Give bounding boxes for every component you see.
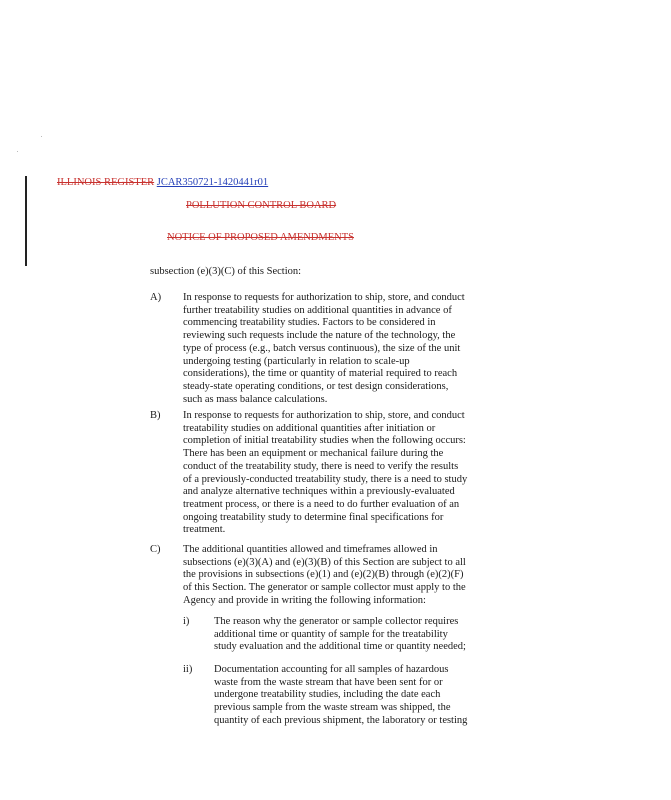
list-item-text: In response to requests for authorization to ship, store, and conduct further treatability studies on additional quantities in advance of commencing treatability studies. Factors to be considered in reviewing such requests include the nature of the technology, the type of process (e.g., batch versus continuous), the size of the unit undergoing testing (particularly in relation to scale-up considerations), the time or quantity of material required to reach steady-state operating conditions, or test design considerations, such as mass balance calculations. (183, 292, 465, 405)
register-title-deleted: ILLINOIS REGISTER (57, 177, 155, 188)
list-marker: ii) (183, 664, 193, 675)
list-marker: B) (150, 410, 161, 421)
register-header (57, 177, 268, 188)
scan-speck (41, 136, 42, 137)
register-id-inserted: JCAR350721-1420441r01 (156, 177, 269, 188)
list-item-text: Documentation accounting for all samples of hazardous waste from the waste stream that have been sent for or undergone treatability studies, including the date each previous sample from the waste stream was shipped, the quantity of each previous shipment, the laboratory or testing (214, 664, 468, 726)
scan-speck (17, 151, 18, 152)
list-item-text: The additional quantities allowed and timeframes allowed in subsections (e)(3)(A) and (e)(3)(B) of this Section are subject to all the provisions in subsections (e)(1) and (e)(2)(B) through (e)(2)(F) of this Section. The generator or sample collector must apply to the Agency and provide in writing the following information: (183, 544, 466, 606)
board-title-deleted: POLLUTION CONTROL BOARD (186, 200, 337, 211)
list-marker: C) (150, 544, 161, 555)
list-item-text: The reason why the generator or sample collector requires additional time or quantity of sample for the treatability study evaluation and the additional time or quantity needed; (214, 616, 466, 653)
intro-text: subsection (e)(3)(C) of this Section: (150, 266, 302, 277)
list-item-text: In response to requests for authorization to ship, store, and conduct treatability studies on additional quantities after initiation or completion of initial treatability studies when the following occurs: There has been an equipment or mechanical failure during the conduct of the treatability study, there is need to verify the results of a previously-conducted treatability study, there is a need to study and analyze alternative techniques within a previously-evaluated treatment process, or there is a need to do further evaluation of an ongoing treatability study to determine final specifications for treatment. (183, 410, 468, 536)
list-marker: A) (150, 292, 162, 303)
notice-title-deleted: NOTICE OF PROPOSED AMENDMENTS (167, 232, 354, 243)
list-marker: i) (183, 616, 190, 627)
revision-change-bar (25, 176, 27, 266)
